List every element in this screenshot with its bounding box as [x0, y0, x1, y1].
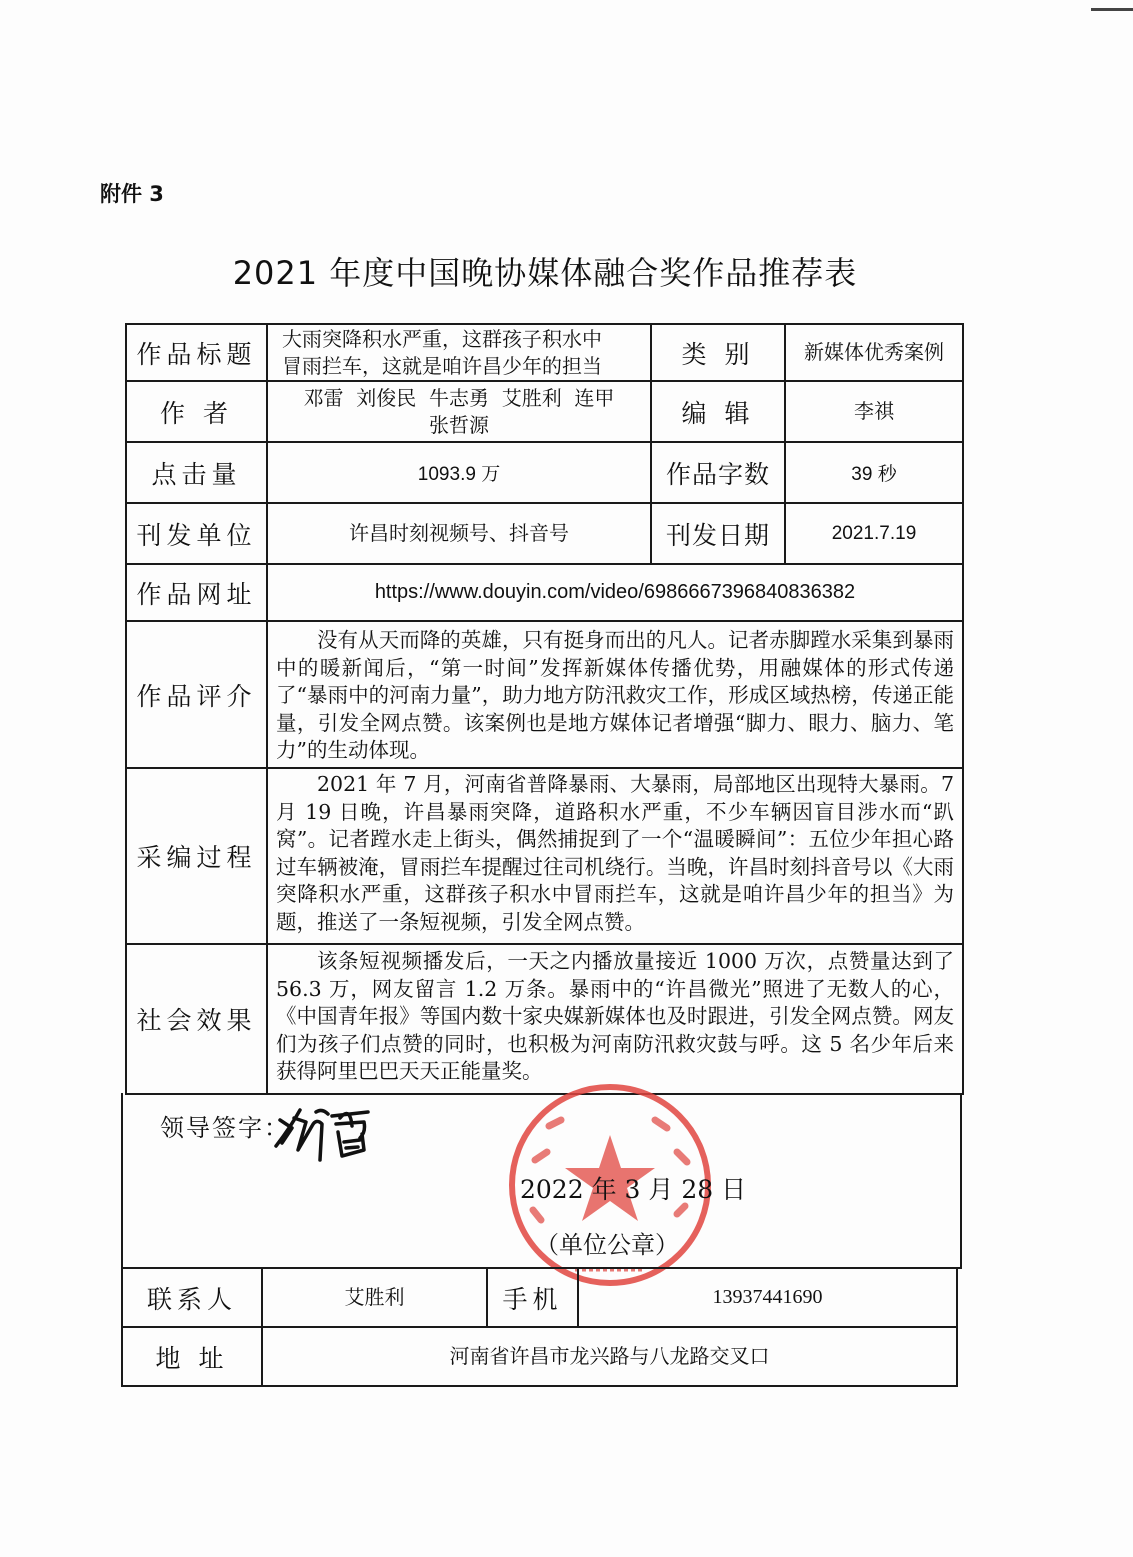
- seal-label: （单位公章）: [535, 1231, 679, 1259]
- leader-sign-label: 领导签字：: [160, 1114, 290, 1142]
- effect-label-cell: [125, 943, 268, 1095]
- clicks-label: 点击量: [151, 459, 242, 489]
- title-label-cell: [125, 323, 268, 382]
- address-value-cell: [261, 1326, 958, 1387]
- contact-value: 艾胜利: [344, 1285, 405, 1309]
- author-line2: 张哲源: [429, 413, 489, 437]
- process-label: 采编过程: [136, 843, 257, 872]
- title-label: 作品标题: [136, 339, 257, 369]
- clicks-value-cell: [266, 441, 652, 504]
- category-label-cell: [650, 323, 786, 382]
- leader-signature: [272, 1098, 382, 1168]
- process-text: 2021 年 7 月，河南省普降暴雨、大暴雨，局部地区出现特大暴雨。7 月 19 日晚，许昌暴雨突降，道路积水严重，不少车辆因盲目涉水而“趴窝”。记者蹚水走上街头，偶然捕捉到了一个“温暖瞬间”：五位少年担心路过车辆被淹，冒雨拦车提醒过往司机绕行。当晚，许昌时刻抖音号以《大雨突降积水严重，这群孩子积水中冒雨拦车，这就是咱许昌少年的担当》为题，推送了一条短视频，引发全网点赞。: [276, 772, 954, 934]
- publisher-label: 刊发单位: [136, 520, 257, 550]
- wordcount-value-cell: [784, 441, 964, 504]
- effect-text-cell: [266, 943, 964, 1095]
- editor-label: 编 辑: [681, 398, 755, 428]
- work-title-line1: 大雨突降积水严重，这群孩子积水中: [282, 327, 602, 351]
- scan-mark: [1091, 8, 1133, 11]
- url-value: https://www.douyin.com/video/6986667396840836382: [374, 581, 856, 603]
- author-value-cell: [266, 380, 652, 443]
- wordcount-value: 39 秒: [851, 464, 897, 485]
- form-title: 2021 年度中国晚协媒体融合奖作品推荐表: [232, 254, 858, 292]
- category-value: 新媒体优秀案例: [804, 340, 944, 364]
- date-value: 2021.7.19: [831, 522, 917, 544]
- author-label: 作 者: [160, 398, 233, 428]
- sign-date: 2022 年 3 月 28 日: [520, 1175, 747, 1204]
- work-title-line2: 冒雨拦车，这就是咱许昌少年的担当: [282, 354, 602, 378]
- editor-value: 李祺: [854, 399, 894, 423]
- editor-label-cell: [650, 380, 786, 443]
- review-text-cell: [266, 620, 964, 769]
- author-line1: 邓雷 刘俊民 牛志勇 艾胜利 连甲: [303, 386, 615, 410]
- phone-value-cell: [577, 1267, 958, 1328]
- contact-label: 联系人: [146, 1284, 237, 1314]
- editor-value-cell: [784, 380, 964, 443]
- clicks-label-cell: [125, 441, 268, 504]
- url-label-cell: [125, 563, 268, 622]
- phone-label: 手机: [502, 1284, 563, 1314]
- process-label-cell: [125, 767, 268, 945]
- publisher-value: 许昌时刻视频号、抖音号: [349, 521, 569, 545]
- review-label-cell: [125, 620, 268, 769]
- phone-value: 13937441690: [712, 1286, 823, 1308]
- contact-label-cell: [121, 1267, 263, 1328]
- contact-value-cell: [261, 1267, 488, 1328]
- category-value-cell: [784, 323, 964, 382]
- work-title-cell: [266, 323, 652, 382]
- date-value-cell: [784, 502, 964, 565]
- effect-text: 该条短视频播发后，一天之内播放量接近 1000 万次，点赞量达到了 56.3 万，网友留言 1.2 万条。暴雨中的“许昌微光”照进了无数人的心，《中国青年报》等国内数十家央媒新媒体也及时跟进，引发全网点赞。网友们为孩子们点赞的同时，也积极为河南防汛救灾鼓与呼。这 5 名少年后来获得阿里巴巴天天正能量奖。: [276, 949, 954, 1083]
- publisher-label-cell: [125, 502, 268, 565]
- address-label: 地 址: [155, 1343, 229, 1373]
- effect-label: 社会效果: [136, 1006, 257, 1035]
- url-value-cell: [266, 563, 964, 622]
- author-label-cell: [125, 380, 268, 443]
- address-value: 河南省许昌市龙兴路与八龙路交叉口: [449, 1344, 770, 1368]
- review-text: 没有从天而降的英雄，只有挺身而出的凡人。记者赤脚蹚水采集到暴雨中的暖新闻后，“第一时间”发挥新媒体传播优势，用融媒体的形式传递了“暴雨中的河南力量”，助力地方防汛救灾工作，形成区域热榜，传递正能量，引发全网点赞。该案例也是地方媒体记者增强“脚力、眼力、脑力、笔力”的生动体现。: [276, 628, 954, 762]
- address-label-cell: [121, 1326, 263, 1387]
- date-label: 刊发日期: [665, 520, 770, 550]
- process-text-cell: [266, 767, 964, 945]
- publisher-value-cell: [266, 502, 652, 565]
- date-label-cell: [650, 502, 786, 565]
- wordcount-label: 作品字数: [665, 459, 770, 489]
- review-label: 作品评介: [136, 681, 257, 711]
- category-label: 类 别: [681, 339, 755, 369]
- attachment-number: 附件 3: [100, 182, 164, 206]
- url-label: 作品网址: [136, 579, 257, 609]
- phone-label-cell: [486, 1267, 579, 1328]
- clicks-value: 1093.9 万: [417, 464, 501, 485]
- wordcount-label-cell: [650, 441, 786, 504]
